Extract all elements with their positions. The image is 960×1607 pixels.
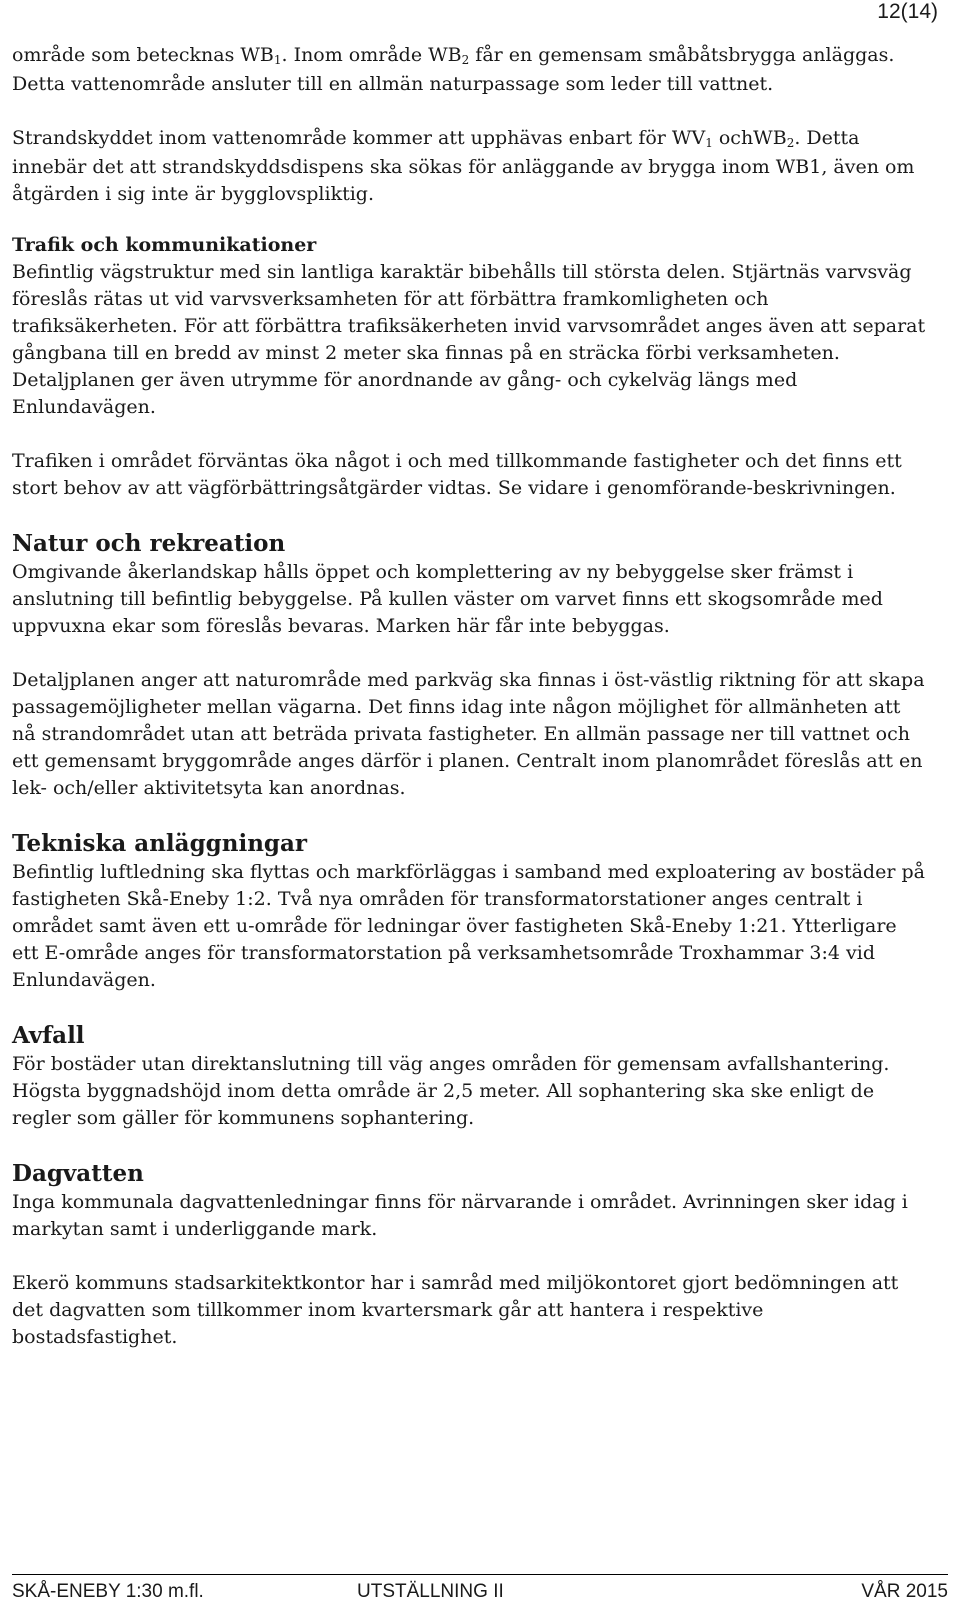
document-body [12, 42, 927, 1351]
footer-right: VÅR 2015 [861, 1581, 948, 1602]
heading-avfall: Avfall [12, 1022, 85, 1049]
intro-paragraph-2 [12, 125, 927, 208]
text-run: får en gemensam småbåtsbrygga anläggas. Detta vattenområde ansluter till en allmän naturpassage som leder till vattnet. [12, 44, 895, 95]
footer-divider [12, 1574, 948, 1575]
text-run: Strandskyddet inom vattenområde kommer att upphävas enbart för WV [12, 127, 706, 149]
text-run: . Inom område WB [281, 44, 462, 66]
footer-left: SKÅ-ENEBY 1:30 m.fl. [12, 1581, 204, 1602]
subscript: 1 [273, 53, 282, 67]
subscript: 1 [705, 136, 713, 150]
heading-tekniska: Tekniska anläggningar [12, 830, 308, 857]
footer-middle: UTSTÄLLNING II [357, 1581, 504, 1602]
dagvatten-paragraph-1: Inga kommunala dagvattenledningar finns för närvarande i området. Avrinningen sker idag i markytan samt i underliggande mark. [12, 1191, 908, 1240]
trafik-paragraph-1: Befintlig vägstruktur med sin lantliga karaktär bibehålls till största delen. Stjärtnäs varvsväg föreslås rätas ut vid varvsverksamheten för att förbättra framkomligheten och trafiksäkerheten. För att förbättra trafiksäkerheten invid varvsområdet anges även att separat gångbana till en bredd av minst 2 meter ska finnas på en sträcka förbi verksamheten. Detaljplanen ger även utrymme för anordnande av gång- och cykelväg längs med Enlundavägen. [12, 261, 926, 418]
tekniska-paragraph-1: Befintlig luftledning ska flyttas och markförläggas i samband med exploatering av bostäder på fastigheten Skå-Eneby 1:2. Två nya områden för transformatorstationer anges centralt i området samt även ett u-område för ledningar över fastigheten Skå-Eneby 1:21. Ytterligare ett E-område anges för transformatorstation på verksamhetsområde Troxhammar 3:4 vid Enlundavägen. [12, 861, 925, 991]
page-number: 12(14) [877, 0, 938, 23]
heading-natur: Natur och rekreation [12, 530, 286, 557]
avfall-paragraph-1: För bostäder utan direktanslutning till väg anges områden för gemensam avfallshantering. Högsta byggnadshöjd inom detta område är 2,5 meter. All sophantering ska ske enligt de regler som gäller för kommunens sophantering. [12, 1053, 890, 1129]
natur-paragraph-1: Omgivande åkerlandskap hålls öppet och komplettering av ny bebyggelse sker främst i anslutning till befintlig bebyggelse. På kullen väster om varvet finns ett skogsområde med uppvuxna ekar som föreslås bevaras. Marken här får inte bebyggas. [12, 561, 883, 637]
subscript: 2 [786, 136, 795, 150]
subscript: 2 [461, 53, 470, 67]
text-run: område som betecknas WB [12, 44, 274, 66]
natur-paragraph-2: Detaljplanen anger att naturområde med parkväg ska finnas i öst-västlig riktning för att skapa passagemöjligheter mellan vägarna. Det finns idag inte någon möjlighet för allmänheten att nå strandområdet utan att beträda privata fastigheter. En allmän passage ner till vattnet och ett gemensamt bryggområde anges därför i planen. Centralt inom planområdet föreslås att en lek- och/eller aktivitetsyta kan anordnas. [12, 669, 925, 799]
text-run: . Detta innebär det att strandskyddsdispens ska sökas för anläggande av brygga inom WB1, även om åtgärden i sig inte är bygglovspliktig. [12, 127, 915, 205]
trafik-paragraph-2: Trafiken i området förväntas öka något i och med tillkommande fastigheter och det finns ett stort behov av att vägförbättringsåtgärder vidtas. Se vidare i genomförande-beskrivningen. [12, 450, 902, 499]
heading-dagvatten: Dagvatten [12, 1160, 144, 1187]
heading-trafik: Trafik och kommunikationer [12, 234, 317, 256]
text-run: ochWB [712, 127, 787, 149]
intro-paragraph-1 [12, 42, 927, 98]
dagvatten-paragraph-2: Ekerö kommuns stadsarkitektkontor har i samråd med miljökontoret gjort bedömningen att det dagvatten som tillkommer inom kvartersmark går att hantera i respektive bostadsfastighet. [12, 1272, 899, 1348]
